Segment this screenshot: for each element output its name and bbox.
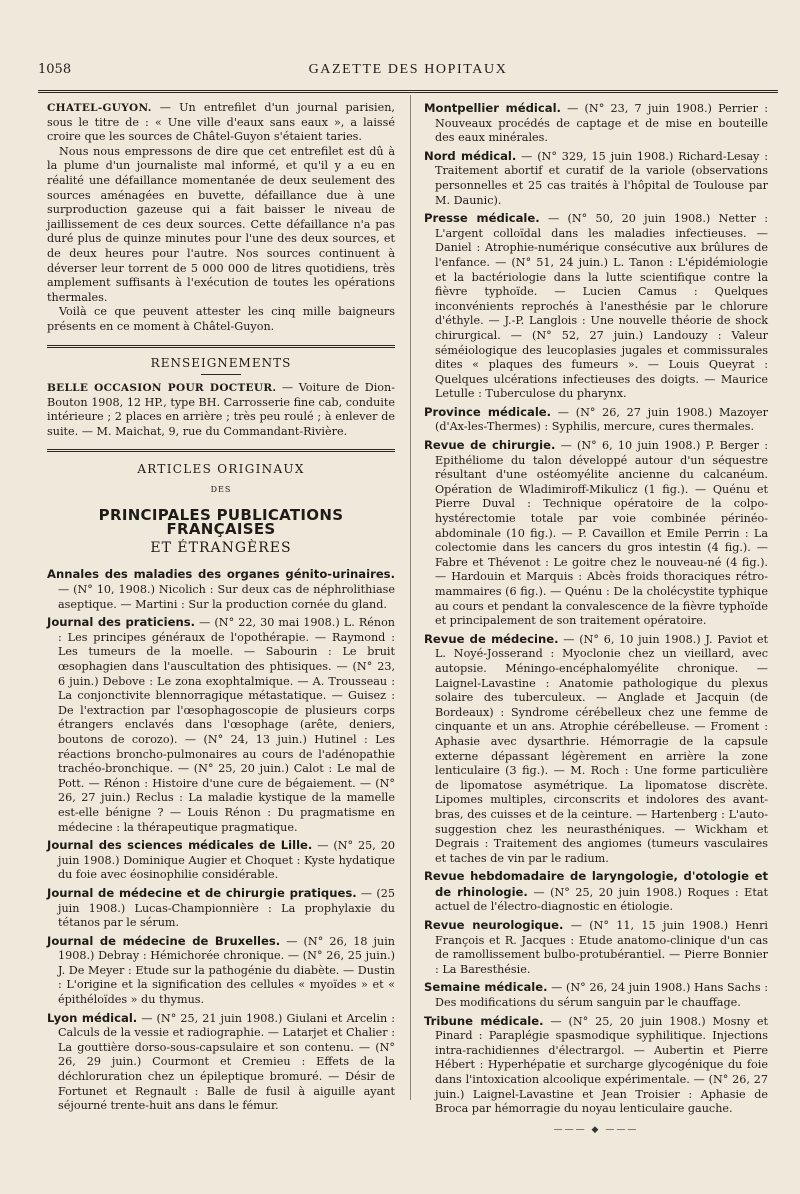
journal-entry-title: Revue hebdomadaire de laryngologie, d'otologie et de rhinologie. (424, 869, 768, 899)
end-ornament: ——— ◆ ——— (553, 1124, 639, 1135)
journal-entry (424, 149, 768, 208)
journal-entry (47, 886, 395, 931)
journal-entry-text: — (N° 26, 24 juin 1908.) Hans Sachs : Des modifications du sérum sanguin par le chauffage. (435, 981, 768, 1010)
journal-entry-text: — (N° 25, 20 juin 1908.) Mosny et Pinard : Paraplégie spasmodique syphilitique. Injections intra-rachidiennes d'électrargol. — Aubertin et Pierre Hébert : Hyperhépatie et surcharge glycogénique du foie dans l'intoxication alcoolique expérimentale. — (N° 26, 27 juin.) Laignel-Lavastine et Jean Troisier : Aphasie de Broca par hémorragie du noyau lenticulaire gauche. (435, 1014, 769, 1116)
journal-entry-text: — (25 juin 1908.) Lucas-Championnière : La prophylaxie du tétanos par le sérum. (58, 886, 395, 930)
title-separator (201, 374, 241, 375)
journal-entry (424, 632, 768, 867)
articles-main-title: PRINCIPALES PUBLICATIONS FRANÇAISES (98, 505, 344, 539)
journal-title: GAZETTE DES HOPITAUX (308, 62, 508, 77)
chatel-paragraph-3: Voilà ce que peuvent attester les cinq mille baigneurs présents en ce moment à Châtel-Guyon. (47, 305, 395, 333)
chatel-paragraph-2: Nous nous empressons de dire que cet entrefilet est dû à la plume d'un journaliste mal informé, et qu'il y a eu en réalité une défaillance momentanée de deux seulement des sources aménagées en buvette, défaillance due à une surproduction gazeuse qui a fait baisser le niveau de jaillissement de ces deux sources. Cette défaillance n'a pas duré plus de quinze minutes pour l'une des deux sources, et de deux heures pour l'autre. Nos sources continuent à déverser leur torrent de 5 000 000 de litres quotidiens, très amplement suffisants à l'exécution de toutes les opérations thermales. (47, 144, 395, 304)
journal-entry (47, 567, 395, 612)
journal-entry-text: — (N° 25, 20 juin 1908.) Dominique Augier et Choquet : Kyste hydatique du foie avec éosinophilie considérable. (58, 839, 395, 882)
journal-entry-title: Annales des maladies des organes génito-urinaires. (47, 567, 395, 582)
section-rule (47, 345, 395, 348)
right-column (424, 101, 768, 1137)
journal-entry (424, 869, 768, 915)
journal-entry (424, 405, 768, 435)
journal-entry (47, 934, 395, 1008)
journal-entry (47, 838, 395, 883)
chatel-text-1: — Un entrefilet d'un journal parisien, sous le titre de : « Une ville d'eaux sans eaux », a laissé croire que les sources de Châtel-Guyon s'étaient taries. (47, 101, 395, 144)
journal-entry-text: — (N° 26, 27 juin 1908.) Mazoyer (d'Ax-les-Thermes) : Syphilis, mercure, cures thermales. (435, 405, 768, 434)
journal-entry (424, 438, 768, 629)
journal-entry-text: — (N° 6, 10 juin 1908.) P. Berger : Epithéliome du talon développé autour d'un séquestre résultant d'une ostéomyélite ancienne du calcanéum. Opération de Wladimiroff-Mikulicz (1 fig.). — Quénu et Pierre Duval : Technique opératoire de la colpo-hystérectomie totale par voie combinée périnéo-abdominale (10 fig.). — P. Cavaillon et Emile Perrin : La colectomie dans les cancers du gros intestin (4 fig.). — Fabre et Thévenot : Le goitre chez le nouveau-né (4 fig.). — Hardouin et Marquis : Abcès froids thoraciques rétro-mammaires (6 fig.). — Quénu : De la cholécystite typhique au cours et pendant la convalescence de la fièvre typhoïde et principalement de son traitement opératoire. (435, 439, 768, 628)
journal-entry (424, 980, 768, 1010)
journal-entry-text: — (N° 22, 30 mai 1908.) L. Rénon : Les principes généraux de l'opothérapie. — Raymond : Les tumeurs de la moelle. — Sabourin : Le bruit œsophagien dans l'auscultation des phtisiques. — (N° 23, 6 juin.) Debove : Le zona exophtalmique. — A. Trousseau : La conjonctivite blennorragique métastatique. — Guisez : De l'extraction par l'œsophagoscopie de plusieurs corps étrangers enclavés dans l'œsophage (arête, deniers, boutons de corozo). — (N° 24, 13 juin.) Hutinel : Les réactions broncho-pulmonaires au cours de l'adénopathie trachéo-bronchique. — (N° 25, 20 juin.) Calot : Le mal de Pott. — Rénon : Histoire d'une cure de bégaiement. — (N° 26, 27 juin.) Reclus : La maladie kystique de la mamelle est-elle bénigne ? — Louis Rénon : Du pragmatisme en médecine : la thérapeutique pragmatique. (58, 616, 396, 834)
journal-entry-title: Montpellier médical. (424, 101, 561, 115)
journal-entry-text: — (N° 11, 15 juin 1908.) Henri François et R. Jacques : Etude anatomo-clinique d'un cas de ramollissement bulbo-protubérantiel. — Pierre Bonnier : La Baresthésie. (435, 919, 769, 976)
occasion-lead: BELLE OCCASION POUR DOCTEUR. (47, 382, 277, 395)
journal-entry-text: — (N° 329, 15 juin 1908.) Richard-Lesay : Traitement abortif et curatif de la variole (observations personnelles et 25 cas traités à l'hôpital de Toulouse par M. Daunic). (435, 149, 768, 207)
journal-entry-text: — (N° 26, 18 juin 1908.) Debray : Hémichorée chronique. — (N° 26, 25 juin.) J. De Meyer : Etude sur la pathogénie du diabète. — Dustin : L'origine et la signification des cellules « myoïdes » et « épithéloïdes » du thymus. (58, 934, 396, 1007)
journal-entry (47, 1011, 395, 1114)
articles-subtitle: ET ÉTRANGÈRES (150, 539, 292, 556)
journal-entry-text: — (N° 23, 7 juin 1908.) Perrier : Nouveaux procédés de captage et de mise en bouteille des eaux minérales. (435, 102, 768, 145)
journal-entry (47, 615, 395, 835)
journal-entry-title: Journal de médecine et de chirurgie pratiques. (47, 885, 357, 900)
articles-title: ARTICLES ORIGINAUX (137, 462, 305, 477)
journal-entry-title: Province médicale. (424, 404, 552, 419)
journal-entry-title: Revue de chirurgie. (424, 438, 556, 453)
journal-entry-text: — (N° 6, 10 juin 1908.) J. Paviot et L. Noyé-Josserand : Myoclonie chez un vieillard, avec autopsie. Méningo-encéphalomyélite chronique. — Laignel-Lavastine : Anatomie pathologique du plexus solaire des tuberculeux. — Anglade et Jacquin (de Bordeaux) : Syndrome cérébelleux chez une femme de cinquante et un ans. Atrophie cérébelleuse. — Froment : Aphasie avec dysarthrie. Hémorragie de la capsule externe dépassant légèrement en arrière la zone lenticulaire (3 fig.). — M. Roch : Une forme particulière de lipomatose asymétrique. La lipomatose discrète. Lipomes multiples, circonscrits et indolores des avant-bras, des cuisses et de la ceinture. — Hartenberg : L'auto-suggestion chez les neurasthéniques. — Wickham et Degrais : Traitement des angiomes (tumeurs vasculaires et taches de vin par le radium. (435, 632, 768, 865)
journal-entry-title: Journal des sciences médicales de Lille. (47, 838, 313, 853)
journal-entry (424, 211, 768, 402)
journal-entry-text: — (N° 50, 20 juin 1908.) Netter : L'argent colloïdal dans les maladies infectieuses. — Daniel : Atrophie-numérique consécutive aux brûlures de l'enfance. — (N° 51, 24 juin.) L. Tanon : L'épidémiologie et la bactériologie dans la lutte scientifique contre la fièvre typhoïde. — Lucien Camus : Quelques inconvénients reprochés à l'anesthésie par le chlorure d'éthyle. — J.-P. Langlois : Une nouvelle théorie de shock chirurgical. — (N° 52, 27 juin.) Landouzy : Valeur séméiologique des leucoplasies jugales et commissurales dites « plaques des fumeurs ». — Louis Queyrat : Quelques ulcérations infectieuses des doigts. — Maurice Letulle : Tuberculose du pharynx. (435, 212, 769, 401)
header-rule (38, 90, 778, 93)
right-entries (424, 101, 768, 1117)
journal-entry (424, 918, 768, 977)
journal-entry (424, 1014, 768, 1117)
journal-entry-title: Presse médicale. (424, 211, 540, 226)
journal-entry-text: — (N° 10, 1908.) Nicolich : Sur deux cas de néphrolithiase aseptique. — Martini : Sur la production cornée du gland. (58, 583, 395, 611)
column-divider (410, 95, 411, 1100)
journal-entry-title: Journal de médecine de Bruxelles. (47, 933, 281, 948)
renseignements-title: RENSEIGNEMENTS (150, 355, 292, 370)
occasion-text: — Voiture de Dion-Bouton 1908, 12 HP., type BH. Carrosserie fine cab, conduite intérieure ; 2 places en arrière ; très peu roulé ; à enlever de suite. — M. Maichat, 9, rue du Commandant-Rivière. (47, 381, 395, 438)
chatel-paragraph-1 (47, 101, 395, 145)
left-entries (47, 567, 395, 1113)
journal-entry-title: Lyon médical. (47, 1010, 138, 1025)
journal-entry-title: Revue de médecine. (424, 631, 559, 646)
page-header (38, 58, 778, 90)
journal-entry (424, 101, 768, 146)
journal-entry-title: Revue neurologique. (424, 918, 564, 933)
section-rule (47, 449, 395, 452)
page-number: 1058 (38, 62, 72, 77)
chatel-lead: CHATEL-GUYON. (47, 102, 152, 114)
journal-entry-title: Tribune médicale. (424, 1013, 544, 1028)
articles-des: DES (210, 485, 232, 495)
journal-entry-title: Semaine médicale. (424, 980, 548, 995)
journal-entry-title: Journal des praticiens. (47, 615, 196, 630)
journal-entry-text: — (N° 25, 21 juin 1908.) Giulani et Arcelin : Calculs de la vessie et radiographie. — Latarjet et Chalier : La gouttière dorso-sous-capsulaire et son contenu. — (N° 26, 29 juin.) Courmont et Cremieu : Effets de la déchloruration chez un épileptique bromuré. — Désir de Fortunet et Regnault : Balle de fusil à aiguille ayant séjourné trente-huit ans dans le fémur. (58, 1011, 395, 1113)
occasion-paragraph (47, 381, 395, 439)
left-column (47, 101, 395, 1117)
journal-entry-title: Nord médical. (424, 148, 517, 163)
journal-entry-text: — (N° 25, 20 juin 1908.) Roques : Etat actuel de l'électro-diagnostic en étiologie. (435, 885, 768, 914)
